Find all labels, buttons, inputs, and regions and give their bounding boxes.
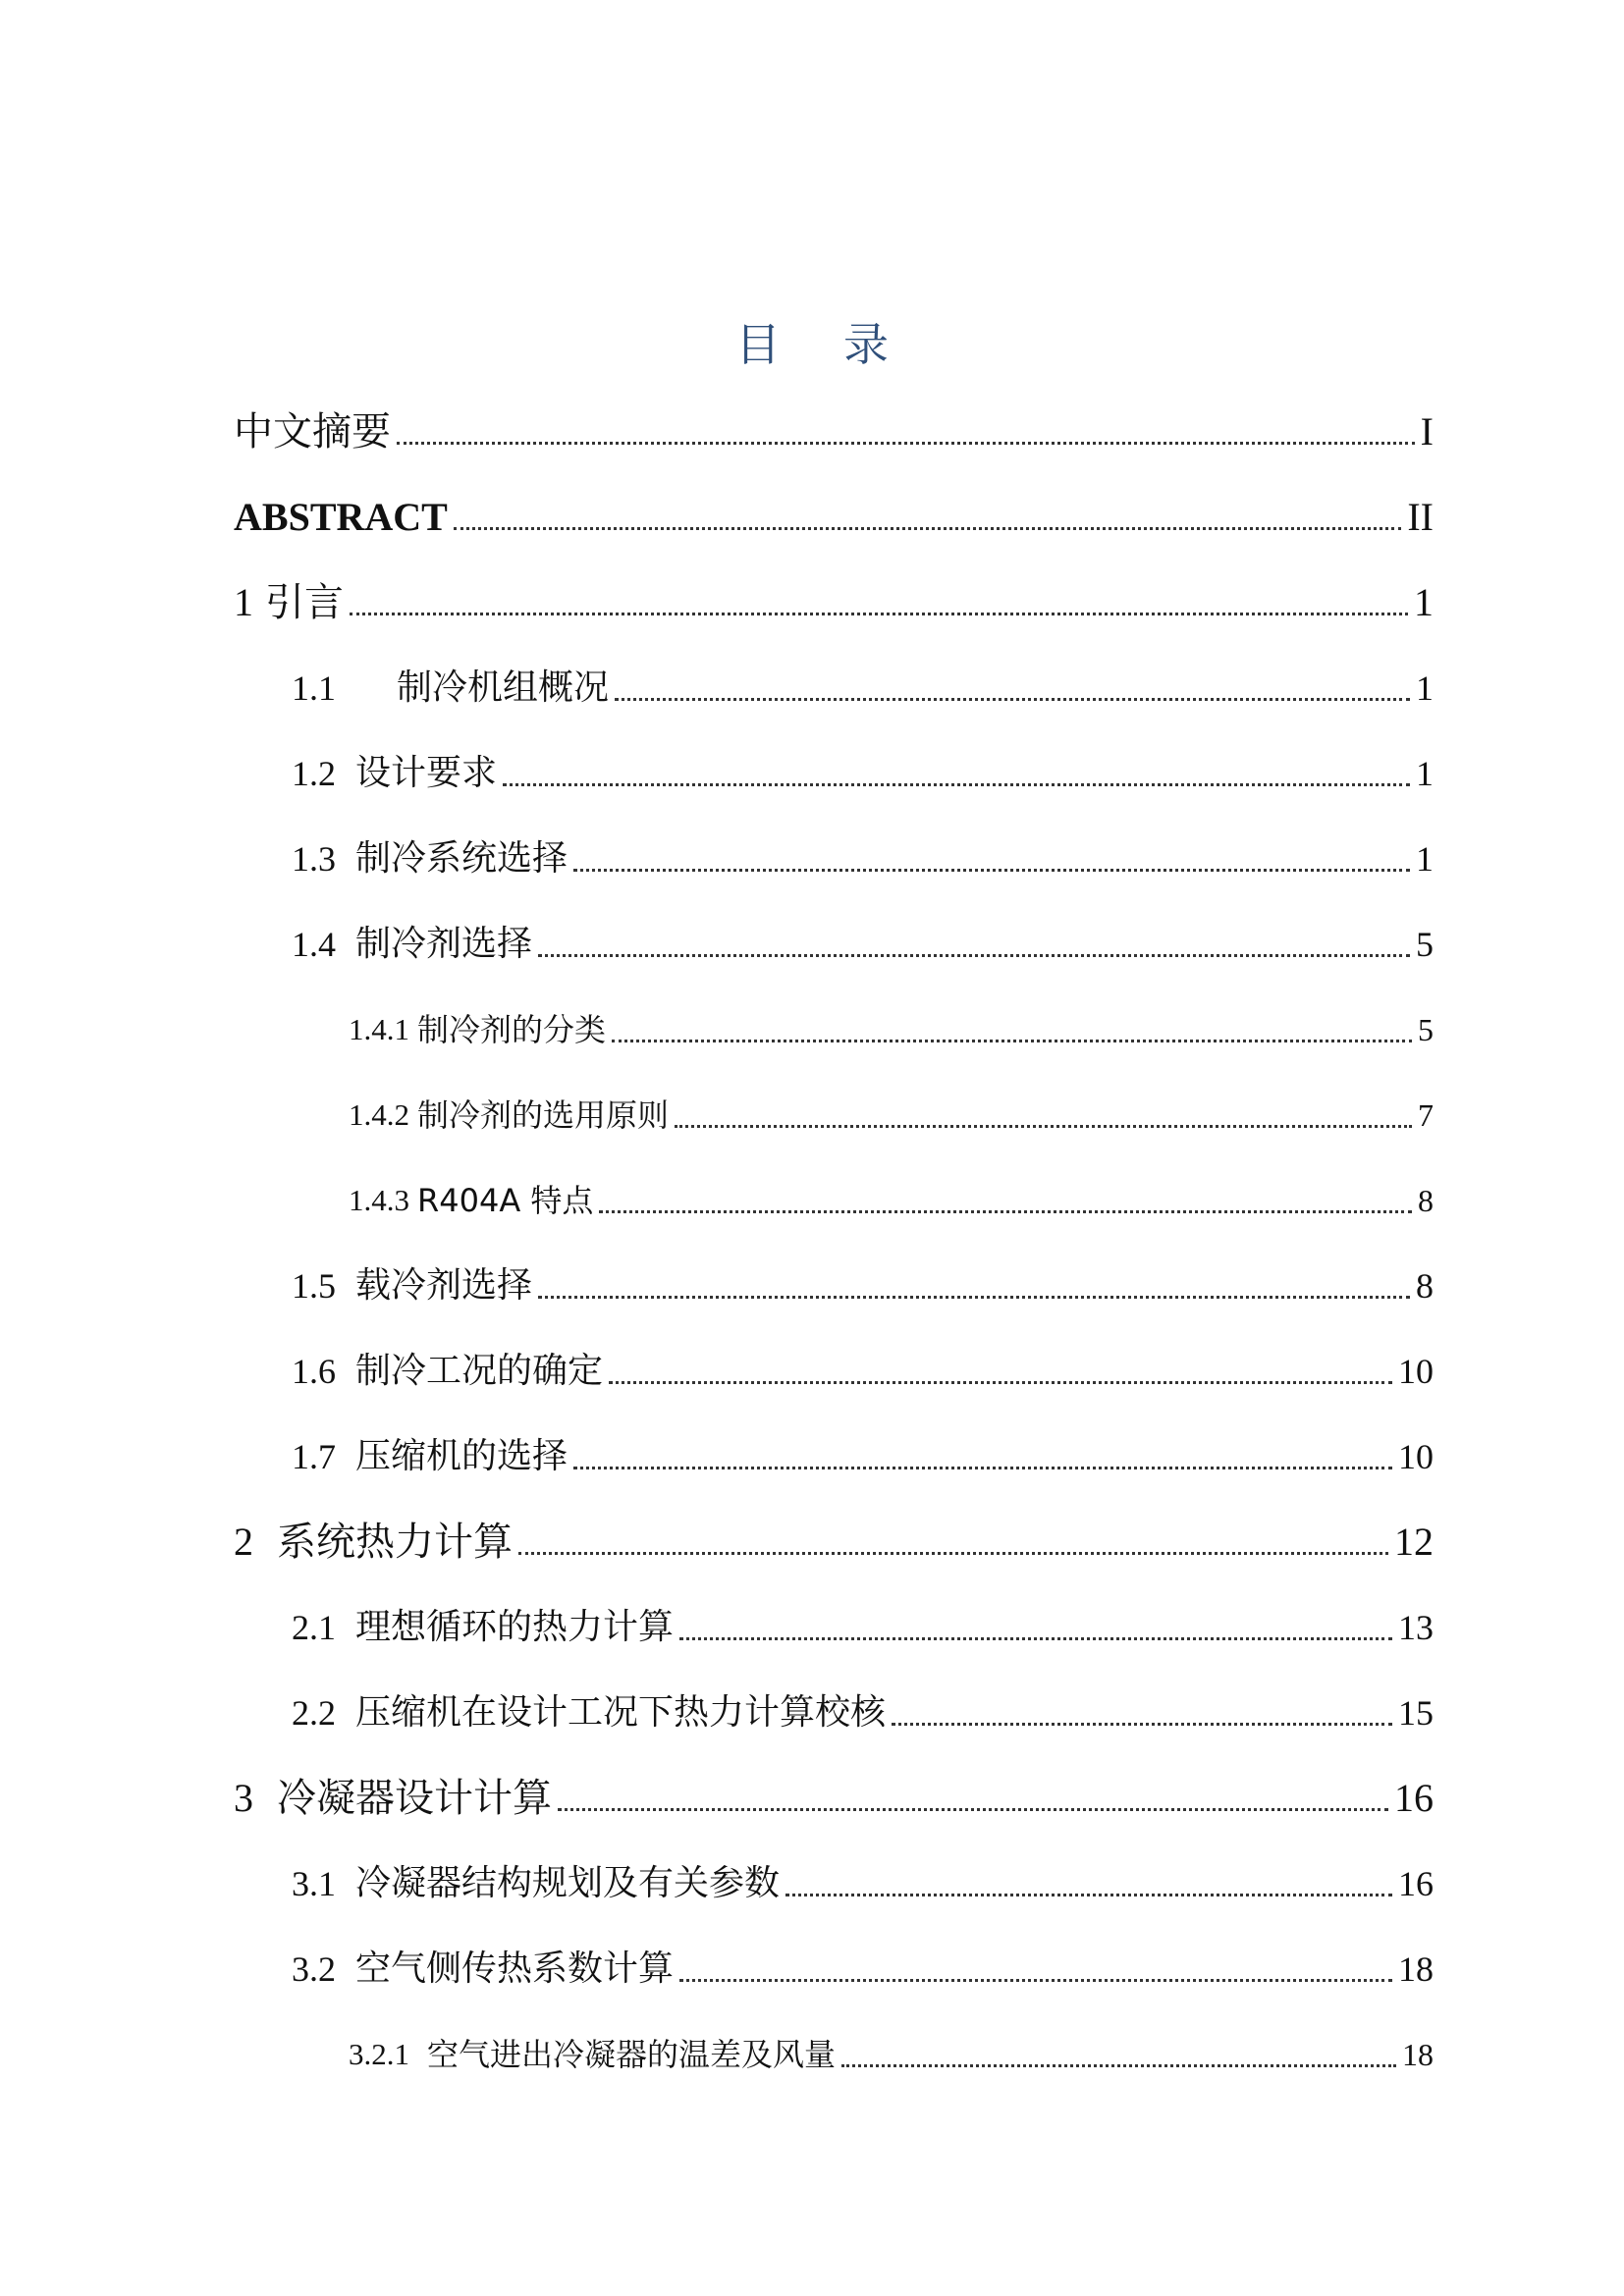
toc-entry-title: R404A 特点 bbox=[417, 1182, 594, 1219]
toc-entry-number: 1.3 bbox=[292, 839, 336, 879]
toc-page-number: 18 bbox=[1398, 1949, 1434, 1989]
toc-page-number: 16 bbox=[1398, 1864, 1434, 1903]
toc-entry-title: 压缩机的选择 bbox=[355, 1436, 568, 1476]
toc-entry-number: 1.5 bbox=[292, 1266, 336, 1306]
toc-leader-dots bbox=[518, 1552, 1388, 1555]
toc-entry-section-1-1[interactable] bbox=[292, 661, 1434, 716]
toc-leader-dots bbox=[892, 1723, 1392, 1726]
toc-entry-title: 制冷工况的确定 bbox=[355, 1351, 604, 1391]
toc-entry-title: 设计要求 bbox=[355, 753, 498, 793]
toc-page-number: 16 bbox=[1394, 1776, 1434, 1820]
toc-page-number: 8 bbox=[1418, 1183, 1434, 1218]
toc-entry-section-1-4[interactable] bbox=[292, 917, 1434, 972]
toc-entry-abstract-en[interactable] bbox=[234, 490, 1434, 545]
toc-leader-dots bbox=[558, 1808, 1388, 1811]
toc-entry-title: 载冷剂选择 bbox=[355, 1265, 533, 1306]
toc-entry-title: 引言 bbox=[265, 580, 344, 625]
toc-entry-title: 理想循环的热力计算 bbox=[355, 1607, 675, 1647]
toc-entry-number: 3 bbox=[234, 1776, 253, 1820]
toc-entry-section-1-5[interactable] bbox=[292, 1258, 1434, 1313]
toc-entry-number: 1.4.3 bbox=[349, 1183, 409, 1217]
toc-title-char-1: 目 bbox=[735, 318, 781, 371]
toc-entry-title: 空气进出冷凝器的温差及风量 bbox=[427, 2036, 837, 2073]
toc-page-number: II bbox=[1407, 495, 1434, 539]
toc-entry-title: ABSTRACT bbox=[234, 495, 448, 539]
toc-entry-subsection-3-2-1[interactable] bbox=[349, 2027, 1434, 2082]
toc-entry-section-2-2[interactable] bbox=[292, 1685, 1434, 1740]
toc-leader-dots bbox=[397, 442, 1415, 445]
toc-page-number: 1 bbox=[1416, 839, 1434, 879]
toc-leader-dots bbox=[538, 1296, 1410, 1299]
toc-entry-title: 制冷机组概况 bbox=[397, 667, 610, 708]
toc-entry-title: 中文摘要 bbox=[234, 409, 391, 454]
toc-leader-dots bbox=[609, 1381, 1392, 1384]
toc-leader-dots bbox=[573, 869, 1410, 872]
toc-leader-dots bbox=[612, 1040, 1412, 1042]
toc-title-char-2: 录 bbox=[843, 318, 889, 371]
toc-entry-number: 1.7 bbox=[292, 1437, 336, 1476]
toc-page-number: 1 bbox=[1416, 668, 1434, 708]
toc-leader-dots bbox=[675, 1125, 1412, 1128]
toc-entry-section-2-1[interactable] bbox=[292, 1600, 1434, 1655]
toc-page-number: 7 bbox=[1418, 1097, 1434, 1133]
toc-entry-abstract-cn[interactable] bbox=[234, 404, 1434, 459]
toc-entry-title: 制冷剂的选用原则 bbox=[417, 1096, 670, 1134]
toc-entry-number: 1.2 bbox=[292, 754, 336, 793]
toc-entry-number: 1 bbox=[234, 580, 253, 624]
toc-leader-dots bbox=[599, 1210, 1412, 1213]
toc-entry-number: 1.4.2 bbox=[349, 1097, 409, 1132]
toc-entry-subsection-1-4-1[interactable] bbox=[349, 1002, 1434, 1057]
toc-title bbox=[0, 312, 1624, 371]
toc-entry-section-1-6[interactable] bbox=[292, 1344, 1434, 1399]
toc-page-number: I bbox=[1420, 409, 1434, 454]
toc-entry-title: 系统热力计算 bbox=[277, 1520, 513, 1565]
toc-entry-number: 1.4.1 bbox=[349, 1012, 409, 1046]
toc-leader-dots bbox=[841, 2064, 1396, 2067]
toc-page-number: 1 bbox=[1416, 754, 1434, 793]
toc-entry-number: 2 bbox=[234, 1520, 253, 1564]
toc-entry-chapter-1[interactable] bbox=[234, 575, 1434, 630]
toc-page-number: 10 bbox=[1398, 1437, 1434, 1476]
toc-entry-number: 2.1 bbox=[292, 1608, 336, 1647]
toc-entry-number: 3.1 bbox=[292, 1864, 336, 1903]
toc-leader-dots bbox=[615, 698, 1410, 701]
toc-entry-chapter-2[interactable] bbox=[234, 1515, 1434, 1570]
toc-entry-title: 压缩机在设计工况下热力计算校核 bbox=[355, 1692, 887, 1733]
toc-leader-dots bbox=[679, 1637, 1392, 1640]
toc-entry-subsection-1-4-3[interactable] bbox=[349, 1173, 1434, 1228]
toc-page-number: 15 bbox=[1398, 1693, 1434, 1733]
toc-entry-title: 空气侧传热系数计算 bbox=[355, 1949, 675, 1989]
toc-entry-number: 1.1 bbox=[292, 668, 336, 708]
toc-leader-dots bbox=[454, 527, 1402, 530]
toc-page-number: 18 bbox=[1402, 2037, 1434, 2072]
toc-entry-section-1-3[interactable] bbox=[292, 831, 1434, 886]
toc-entry-section-3-1[interactable] bbox=[292, 1856, 1434, 1911]
toc-entry-section-3-2[interactable] bbox=[292, 1942, 1434, 1997]
toc-page-number: 5 bbox=[1418, 1012, 1434, 1047]
toc-entry-number: 1.6 bbox=[292, 1352, 336, 1391]
toc-page-number: 1 bbox=[1414, 580, 1434, 624]
toc-leader-dots bbox=[573, 1467, 1392, 1469]
toc-entry-section-1-7[interactable] bbox=[292, 1429, 1434, 1484]
toc-entry-number: 2.2 bbox=[292, 1693, 336, 1733]
toc-page-number: 12 bbox=[1394, 1520, 1434, 1564]
toc-entry-subsection-1-4-2[interactable] bbox=[349, 1088, 1434, 1143]
toc-entry-title: 制冷剂的分类 bbox=[417, 1011, 607, 1048]
toc-page-number: 13 bbox=[1398, 1608, 1434, 1647]
toc-page-number: 8 bbox=[1416, 1266, 1434, 1306]
toc-entry-number: 3.2 bbox=[292, 1949, 336, 1989]
toc-entry-number: 1.4 bbox=[292, 925, 336, 964]
toc-entry-chapter-3[interactable] bbox=[234, 1771, 1434, 1826]
toc-entry-section-1-2[interactable] bbox=[292, 746, 1434, 801]
toc-entry-title: 制冷系统选择 bbox=[355, 838, 568, 879]
toc-entry-title: 制冷剂选择 bbox=[355, 924, 533, 964]
toc-leader-dots bbox=[679, 1979, 1392, 1982]
toc-entry-number: 3.2.1 bbox=[349, 2037, 409, 2071]
toc-page-number: 5 bbox=[1416, 925, 1434, 964]
toc-leader-dots bbox=[503, 783, 1410, 786]
toc-entry-title: 冷凝器设计计算 bbox=[277, 1776, 552, 1821]
toc-leader-dots bbox=[785, 1894, 1392, 1896]
toc-leader-dots bbox=[350, 613, 1408, 615]
toc-leader-dots bbox=[538, 954, 1410, 957]
toc-entry-title: 冷凝器结构规划及有关参数 bbox=[355, 1863, 781, 1903]
toc-page-number: 10 bbox=[1398, 1352, 1434, 1391]
